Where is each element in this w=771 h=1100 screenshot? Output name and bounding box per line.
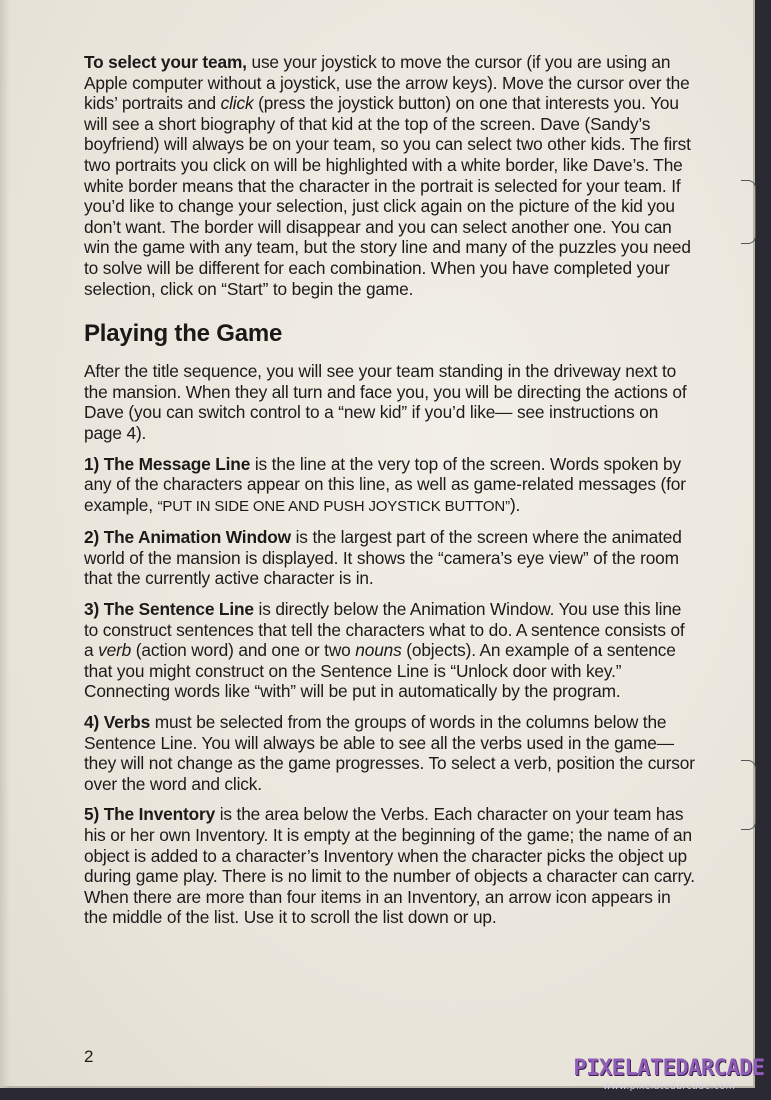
inventory-text: is the area below the Verbs. Each character on your team has his or her own Inventory. It is empty at the beginning of the game; the name of an object is added to a character’s Inventory when the character picks the object up during game play. There is no limit to the number of objects a character can carry. When there are more than four items in an Inventory, an arrow icon appears in the middle of the list. Use it to scroll the list down or up. <box>84 804 695 928</box>
verbs-text: must be selected from the groups of words in the columns below the Sentence Line. You will always be able to see all the verbs used in the game—they will not change as the game progresses. To select a verb, position the cursor over the word and click. <box>84 712 695 794</box>
page-number: 2 <box>84 1047 94 1066</box>
watermark <box>569 1057 769 1092</box>
watermark-url: www.pixelatedarcade.com <box>602 1081 735 1092</box>
sentence-line-text-1: is directly below the Animation Window. You use this line to construct sentences that tell the characters what to do. A sentence consists of a <box>84 599 685 661</box>
message-line-tail: ). <box>509 494 521 515</box>
message-line-text: is the line at the very top of the screen. Words spoken by any of the characters appear on this line, as well as game-related messages (for example, <box>84 453 686 515</box>
animation-window-text: is the largest part of the screen where the animated world of the mansion is displayed. It shows the “camera’s eye view” of the room that the currently active character is in. <box>84 527 682 589</box>
message-line-paragraph <box>84 454 698 518</box>
team-selection-text-2: (press the joystick button) on one that interests you. You will see a short biography of that kid at the top of the screen. Dave (Sandy’s boyfriend) will always be on your team, so you can select two other kids. The first two portraits you click on will be highlighted with a white border, like Dave’s. The white border means that the character in the portrait is selected for your team. If you’d like to change your selection, just click again on the picture of the kid you don’t want. The border will disappear and you can select another one. You can win the game with any team, but the story line and many of the puzzles you need to solve will be different for each combination. When you have completed your selection, click on “Start” to begin the game. <box>84 93 691 299</box>
inventory-paragraph <box>84 804 698 928</box>
team-selection-paragraph <box>84 52 698 299</box>
team-selection-text-1: use your joystick to move the cursor (if you are using an Apple computer without a joystick, use the arrow keys). Move the cursor over the kids’ portraits and <box>84 52 690 114</box>
verbs-lead: 4) Verbs <box>84 712 151 733</box>
message-line-example: “PUT IN SIDE ONE AND PUSH JOYSTICK BUTTON” <box>157 497 510 515</box>
section-heading: Playing the Game <box>84 320 283 348</box>
page-content <box>84 52 698 938</box>
sentence-line-paragraph <box>84 599 698 702</box>
page-spine-shadow <box>0 0 10 1088</box>
team-selection-lead: To select your team, <box>84 52 247 72</box>
staple-mark-bottom <box>741 760 756 830</box>
nouns-word: nouns <box>355 640 402 661</box>
animation-window-paragraph <box>84 527 698 589</box>
sentence-line-text-3: (objects). An example of a sentence that you might construct on the Sentence Line is “Unlock door with key.” Connecting words like “with” will be put in automatically by the program. <box>84 640 676 702</box>
overview-paragraph: After the title sequence, you will see your team standing in the driveway next to the mansion. When they all turn and face you, you will be directing the actions of Dave (you can switch control to a “new kid” if you’d like— see instructions on page 4). <box>84 361 687 443</box>
sentence-line-lead: 3) The Sentence Line <box>84 599 254 620</box>
verbs-paragraph <box>84 712 698 794</box>
click-word: click <box>220 93 254 114</box>
animation-window-lead: 2) The Animation Window <box>84 527 291 548</box>
verb-word: verb <box>98 640 132 661</box>
watermark-title: PIXELATEDARCADE <box>573 1056 765 1081</box>
sentence-line-text-2: (action word) and one or two <box>131 640 356 661</box>
staple-mark-top <box>741 180 756 244</box>
inventory-lead: 5) The Inventory <box>84 804 216 825</box>
message-line-lead: 1) The Message Line <box>84 453 251 474</box>
